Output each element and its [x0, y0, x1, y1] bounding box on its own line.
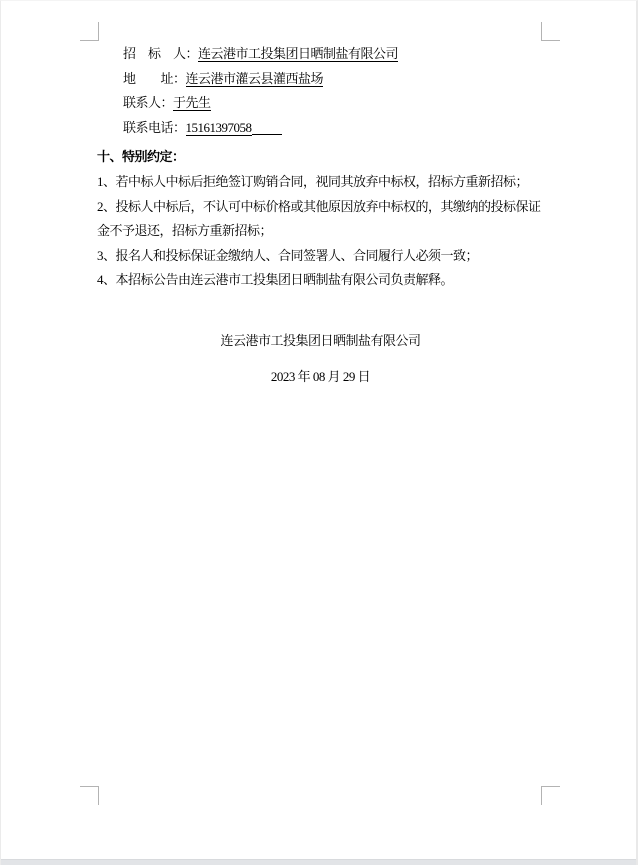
signature-company: 连云港市工投集团日晒制盐有限公司 — [220, 332, 421, 348]
crop-mark-bottom-right-icon — [541, 786, 560, 805]
document-content — [97, 42, 544, 389]
info-line-contact-person — [97, 91, 544, 116]
info-value-underlined: 连云港市工投集团日晒制盐有限公司 — [198, 46, 399, 61]
crop-mark-top-left-icon — [80, 22, 99, 41]
crop-mark-bottom-left-icon — [80, 786, 99, 805]
clause-paragraph-1: 1、若中标人中标后拒绝签订购销合同，视同其放弃中标权，招标方重新招标； — [97, 173, 529, 189]
info-value-underlined: 15161397058 — [185, 119, 252, 135]
section-heading: 十、特别约定： — [97, 149, 185, 165]
info-line-contact-phone — [97, 116, 544, 141]
clause-paragraph-3: 3、报名人和投标保证金缴纳人、合同签署人、合同履行人必须一致； — [97, 247, 479, 263]
info-label: 地 址： — [123, 70, 186, 86]
info-line-address — [97, 67, 544, 92]
info-label: 招 标 人： — [123, 46, 199, 61]
crop-mark-top-right-icon — [541, 22, 560, 41]
clause-paragraph-2: 2、投标人中标后，不认可中标价格或其他原因放弃中标权的，其缴纳的投标保证金不予退还，招标方重新招标； — [97, 198, 541, 239]
info-value-underlined: 于先生 — [173, 95, 211, 111]
clause-paragraph-4: 4、本招标公告由连云港市工投集团日晒制盐有限公司负责解释。 — [97, 272, 454, 288]
info-label: 联系人： — [123, 95, 174, 111]
page-bottom-edge — [1, 859, 636, 865]
info-line-tenderer — [97, 42, 544, 67]
info-label: 联系电话： — [123, 119, 186, 135]
signature-date: 2023 年 08 月 29 日 — [270, 368, 371, 384]
info-value-underlined: 连云港市灌云县灌西盐场 — [185, 70, 324, 86]
underline-trailing-pad — [252, 121, 282, 135]
